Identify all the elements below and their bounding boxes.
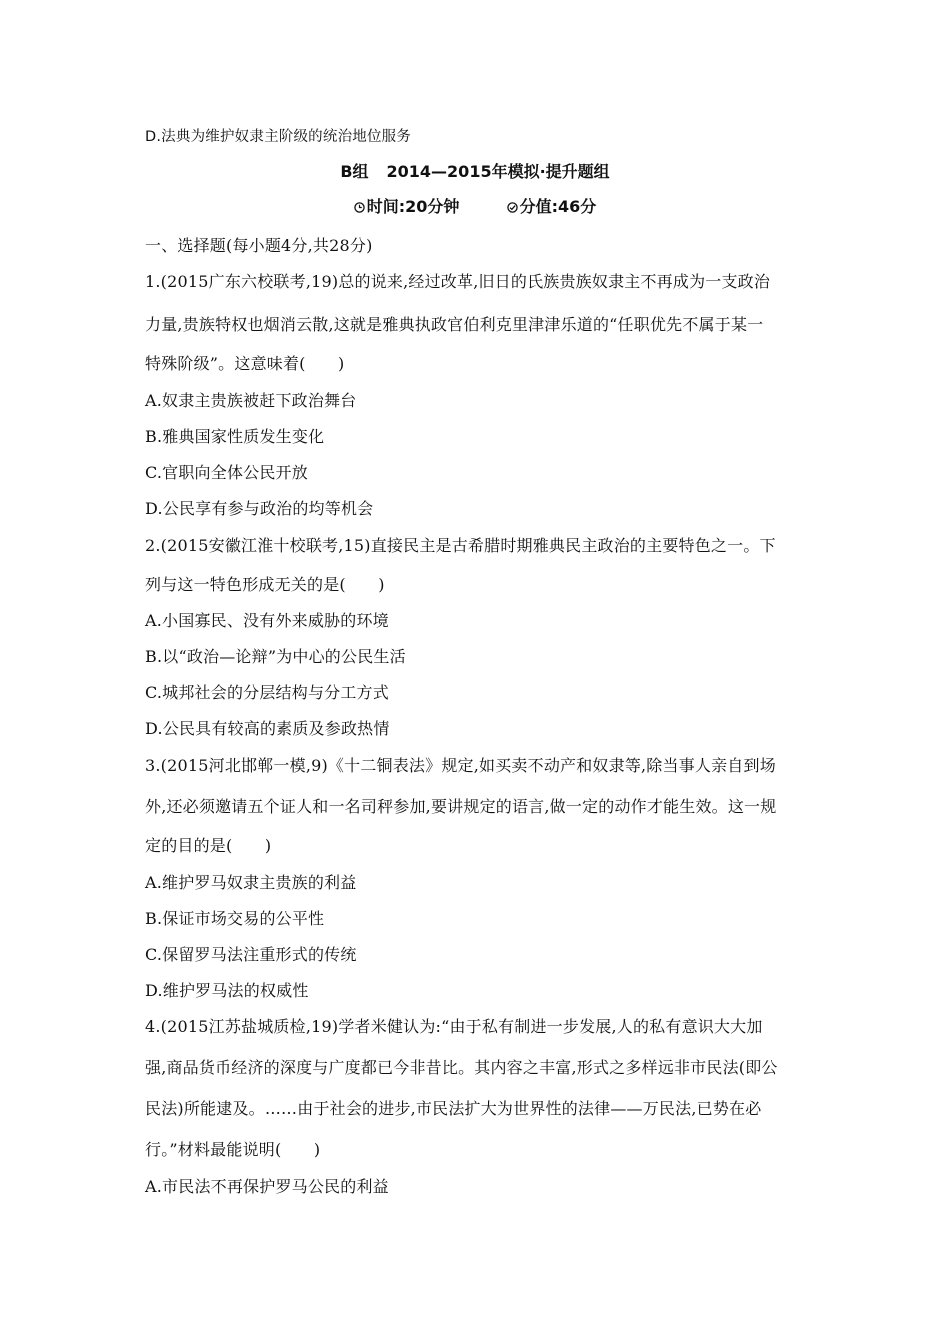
question-stem-line: 3.(2015河北邯郸一模,9)《十二铜表法》规定,如买卖不动产和奴隶等,除当事人亲自到场 <box>145 756 776 775</box>
option-d: D.公民具有较高的素质及参政热情 <box>145 719 390 738</box>
option-b: B.以“政治—论辩”为中心的公民生活 <box>145 647 406 666</box>
exam-meta <box>0 197 950 218</box>
group-years: 2014—2015年模拟·提升题组 <box>386 162 610 181</box>
time-info <box>354 197 460 217</box>
group-label: B组 <box>340 162 369 181</box>
section-title: 一、选择题(每小题4分,共28分) <box>145 236 373 255</box>
question-stem-line: 1.(2015广东六校联考,19)总的说来,经过改革,旧日的氏族贵族奴隶主不再成为一支政治 <box>145 272 771 291</box>
score-info <box>507 197 597 217</box>
question-stem-line: 4.(2015江苏盐城质检,19)学者米健认为:“由于私有制进一步发展,人的私有意识大大加 <box>145 1017 763 1036</box>
time-text: 时间:20分钟 <box>366 197 460 216</box>
question-stem-line: 民法)所能逮及。……由于社会的进步,市民法扩大为世界性的法律——万民法,已势在必 <box>145 1099 762 1118</box>
option-a: A.小国寡民、没有外来威胁的环境 <box>145 611 389 630</box>
check-circle-icon <box>507 202 518 213</box>
previous-question-option-d: D.法典为维护奴隶主阶级的统治地位服务 <box>145 129 412 145</box>
question-stem-line: 行。”材料最能说明( ) <box>145 1140 321 1159</box>
question-stem-line: 定的目的是( ) <box>145 836 272 855</box>
option-c: C.官职向全体公民开放 <box>145 463 308 482</box>
question-stem-line: 列与这一特色形成无关的是( ) <box>145 575 385 594</box>
group-heading <box>0 162 950 182</box>
option-c: C.城邦社会的分层结构与分工方式 <box>145 683 389 702</box>
option-b: B.保证市场交易的公平性 <box>145 909 325 928</box>
option-b: B.雅典国家性质发生变化 <box>145 427 325 446</box>
question-stem-line: 2.(2015安徽江淮十校联考,15)直接民主是古希腊时期雅典民主政治的主要特色之一。下 <box>145 536 776 555</box>
question-stem-line: 力量,贵族特权也烟消云散,这就是雅典执政官伯利克里津津乐道的“任职优先不属于某一 <box>145 315 764 334</box>
option-a: A.维护罗马奴隶主贵族的利益 <box>145 873 357 892</box>
option-d: D.维护罗马法的权威性 <box>145 981 309 1000</box>
option-d: D.公民享有参与政治的均等机会 <box>145 499 374 518</box>
question-stem-line: 强,商品货币经济的深度与广度都已今非昔比。其内容之丰富,形式之多样远非市民法(即公 <box>145 1058 778 1077</box>
question-stem-line: 特殊阶级”。这意味着( ) <box>145 354 345 373</box>
score-text: 分值:46分 <box>519 197 597 216</box>
clock-icon <box>354 202 365 213</box>
option-a: A.市民法不再保护罗马公民的利益 <box>145 1177 389 1196</box>
option-c: C.保留罗马法注重形式的传统 <box>145 945 357 964</box>
option-a: A.奴隶主贵族被赶下政治舞台 <box>145 391 357 410</box>
question-stem-line: 外,还必须邀请五个证人和一名司秤参加,要讲规定的语言,做一定的动作才能生效。这一规 <box>145 797 777 816</box>
